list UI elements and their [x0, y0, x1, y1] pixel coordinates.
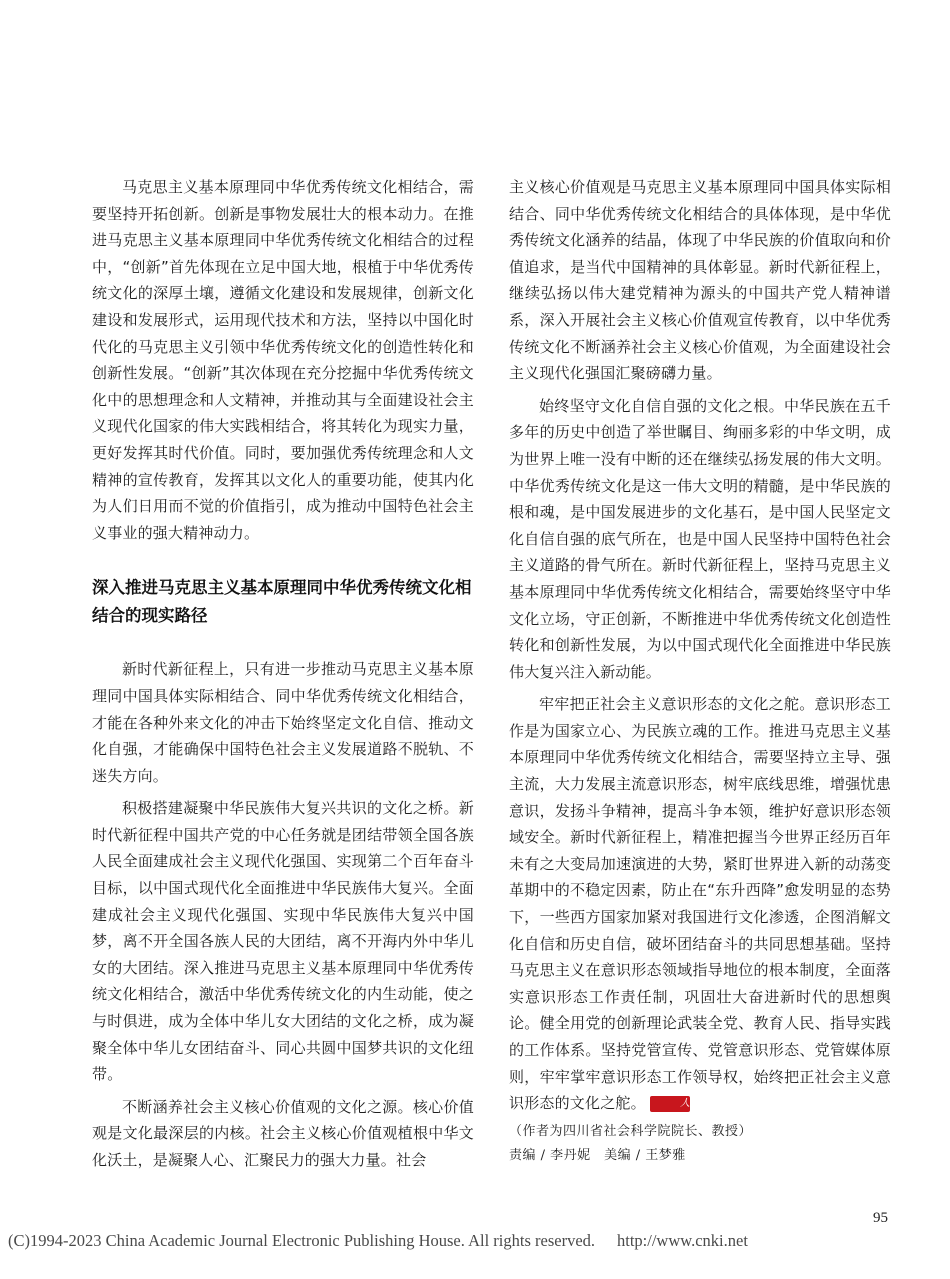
page-number: 95	[873, 1210, 888, 1226]
paragraph-4: 不断涵养社会主义核心价值观的文化之源。核心价值观是文化最深层的内核。社会主义核心价值观植根中华文化沃土，是凝聚人心、汇聚民力的强大力量。社会	[92, 1097, 474, 1169]
rmlt-logo-icon: 人民论坛	[650, 1096, 690, 1112]
paragraph-6	[509, 691, 891, 1117]
author-note: （作者为四川省社会科学院院长、教授）	[509, 1123, 753, 1139]
paragraph-6-text: 牢牢把正社会主义意识形态的文化之舵。意识形态工作是为国家立心、为民族立魂的工作。推进马克思主义基本原理同中华优秀传统文化相结合，需要坚持立主导、强主流，大力发展主流意识形态，树牢底线思维，增强忧患意识，发扬斗争精神，提高斗争本领，维护好意识形态领域安全。新时代新征程上，精准把握当今世界正经历百年未有之大变局加速演进的大势，紧盯世界进入新的动荡变革期中的不稳定因素，防止在“东升西降”愈发明显的态势下，一些西方国家加紧对我国进行文化渗透，企图消解文化自信和历史自信，破坏团结奋斗的共同思想基础。坚持马克思主义在意识形态领域指导地位的根本制度，全面落实意识形态工作责任制，巩固壮大奋进新时代的思想舆论。健全用党的创新理论武装全党、教育人民、指导实践的工作体系。坚持党管宣传、党管意识形态、党管媒体原则，牢牢掌牢意识形态工作领导权，始终把正社会主义意识形态的文化之舵。	[509, 695, 891, 1113]
paragraph-4-continued: 主义核心价值观是马克思主义基本原理同中国具体实际相结合、同中华优秀传统文化相结合的具体体现，是中华优秀传统文化涵养的结晶，体现了中华民族的价值取向和价值追求，是当代中国精神的具体彰显。新时代新征程上，继续弘扬以伟大建党精神为源头的中国共产党人精神谱系，深入开展社会主义核心价值观宣传教育，以中华优秀传统文化不断涵养社会主义核心价值观，为全面建设社会主义现代化强国汇聚磅礴力量。	[509, 178, 891, 383]
paragraph-3: 积极搭建凝聚中华民族伟大复兴共识的文化之桥。新时代新征程中国共产党的中心任务就是团结带领全国各族人民全面建成社会主义现代化强国、实现第二个百年奋斗目标，以中国式现代化全面推进中华民族伟大复兴。全面建成社会主义现代化强国、实现中华民族伟大复兴中国梦，离不开全国各族人民的大团结，离不开海内外中华儿女的大团结。深入推进马克思主义基本原理同中华优秀传统文化相结合，激活中华优秀传统文化的内生动能，使之与时俱进，成为全体中华儿女大团结的文化之桥，成为凝聚全体中华儿女团结奋斗、同心共圆中国梦共识的文化纽带。	[92, 799, 474, 1084]
intro-paragraph: 马克思主义基本原理同中华优秀传统文化相结合，需要坚持开拓创新。创新是事物发展壮大的根本动力。在推进马克思主义基本原理同中华优秀传统文化相结合的过程中，“创新”首先体现在立足中国大地，根植于中华优秀传统文化的深厚土壤，遵循文化建设和发展规律，创新文化建设和发展形式，运用现代技术和方法，坚持以中国化时代化的马克思主义引领中华优秀传统文化的创造性转化和创新性发展。“创新”其次体现在充分挖掘中华优秀传统文化中的思想理念和人文精神，并推动其与全面建设社会主义现代化国家的伟大实践相结合，将其转化为现实力量，更好发挥其时代价值。同时，要加强优秀传统理念和人文精神的宣传教育，发挥其以文化人的重要功能，使其内化为人们日用而不觉的价值指引，成为推动中国特色社会主义事业的强大精神动力。	[92, 178, 474, 542]
copyright-footer	[8, 1231, 948, 1251]
editors-credit: 责编 / 李丹妮 美编 / 王梦雅	[509, 1147, 686, 1163]
section-heading: 深入推进马克思主义基本原理同中华优秀传统文化相结合的现实路径	[92, 578, 472, 626]
cnki-url: http://www.cnki.net	[617, 1231, 748, 1250]
right-column	[509, 174, 891, 1167]
copyright-text: (C)1994-2023 China Academic Journal Electronic Publishing House. All rights reserved.	[8, 1231, 596, 1250]
left-column	[92, 174, 474, 1174]
paragraph-5: 始终坚守文化自信自强的文化之根。中华民族在五千多年的历史中创造了举世瞩目、绚丽多彩的中华文明，成为世界上唯一没有中断的还在继续弘扬发展的伟大文明。中华优秀传统文化是这一伟大文明的精髓，是中华民族的根和魂，是中国发展进步的文化基石，是中国人民坚定文化自信自强的底气所在，也是中国人民坚持中国特色社会主义道路的骨气所在。新时代新征程上，坚持马克思主义基本原理同中华优秀传统文化相结合，需要始终坚守中华文化立场，守正创新，不断推进中华优秀传统文化创造性转化和创新性发展，为以中国式现代化全面推进中华民族伟大复兴注入新动能。	[509, 396, 891, 681]
paragraph-2: 新时代新征程上，只有进一步推动马克思主义基本原理同中国具体实际相结合、同中华优秀传统文化相结合，才能在各种外来文化的冲击下始终坚定文化自信、推动文化自强，才能确保中国特色社会主义发展道路不脱轨、不迷失方向。	[92, 660, 474, 785]
